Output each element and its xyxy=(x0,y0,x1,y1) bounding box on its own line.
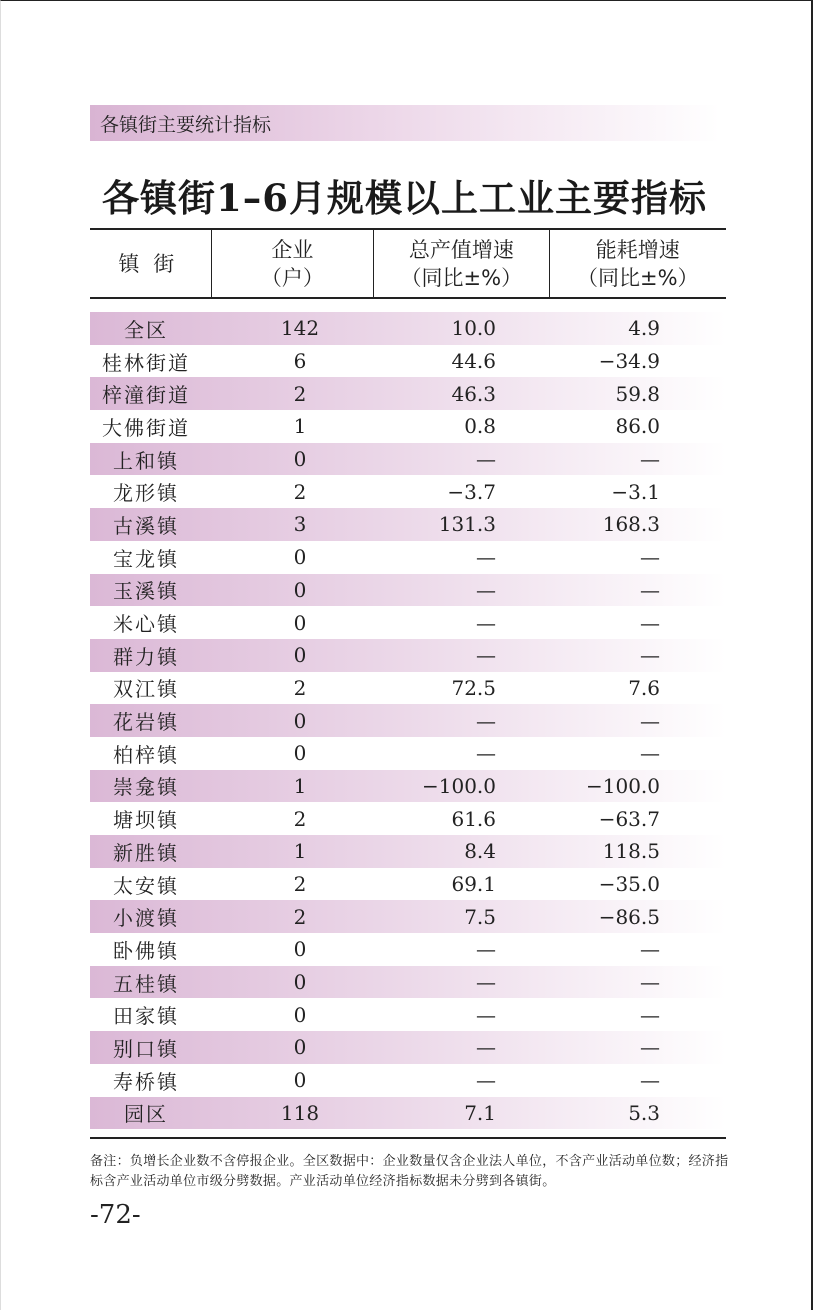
row-output-growth: 0.8 xyxy=(464,414,496,439)
row-energy-growth: −34.9 xyxy=(598,349,660,374)
table-row xyxy=(90,770,726,803)
row-name: 龙形镇 xyxy=(113,481,179,506)
row-enterprise-count: 0 xyxy=(293,1068,307,1093)
table-row xyxy=(90,998,726,1031)
row-enterprise-count: 0 xyxy=(293,447,307,472)
row-energy-growth: — xyxy=(640,643,660,668)
row-enterprise-count: 0 xyxy=(293,545,307,570)
row-output-growth: −3.7 xyxy=(447,479,496,504)
table-row xyxy=(90,475,726,508)
row-name: 五桂镇 xyxy=(113,971,179,996)
row-name: 桂林街道 xyxy=(102,350,190,375)
row-enterprise-count: 0 xyxy=(293,1035,307,1060)
row-energy-growth: — xyxy=(640,1068,660,1093)
row-energy-growth: — xyxy=(640,937,660,962)
row-name: 崇龛镇 xyxy=(113,775,179,800)
table-row xyxy=(90,900,726,933)
row-output-growth: 7.1 xyxy=(464,1100,496,1125)
row-enterprise-count: 2 xyxy=(293,872,307,897)
row-energy-growth: 118.5 xyxy=(602,839,660,864)
row-name: 小渡镇 xyxy=(113,906,179,931)
row-energy-growth: −3.1 xyxy=(611,479,660,504)
row-energy-growth: −63.7 xyxy=(598,806,660,831)
header-output-growth xyxy=(374,230,549,297)
row-enterprise-count: 0 xyxy=(293,937,307,962)
row-energy-growth: — xyxy=(640,545,660,570)
row-output-growth: — xyxy=(476,447,496,472)
row-energy-growth: −35.0 xyxy=(598,872,660,897)
row-enterprise-count: 0 xyxy=(293,970,307,995)
table-row xyxy=(90,835,726,868)
table-row xyxy=(90,639,726,672)
row-energy-growth: 5.3 xyxy=(628,1100,660,1125)
row-enterprise-count: 6 xyxy=(293,349,307,374)
row-energy-growth: 168.3 xyxy=(602,512,660,537)
row-output-growth: 44.6 xyxy=(451,349,496,374)
table-row xyxy=(90,868,726,901)
row-name: 双江镇 xyxy=(113,677,179,702)
row-enterprise-count: 2 xyxy=(293,904,307,929)
row-output-growth: 72.5 xyxy=(451,675,496,700)
row-name: 宝龙镇 xyxy=(113,546,179,571)
header-enterprises-line2: （户） xyxy=(260,265,324,290)
row-enterprise-count: 0 xyxy=(293,741,307,766)
table-header xyxy=(90,230,726,297)
header-energy-line2: （同比±%） xyxy=(577,265,699,290)
row-energy-growth: −100.0 xyxy=(585,773,660,798)
row-name: 古溪镇 xyxy=(113,513,179,538)
row-enterprise-count: 2 xyxy=(293,479,307,504)
header-energy-growth xyxy=(550,230,726,297)
table-row xyxy=(90,933,726,966)
row-enterprise-count: 0 xyxy=(293,708,307,733)
table-row xyxy=(90,966,726,999)
row-output-growth: — xyxy=(476,545,496,570)
table-row xyxy=(90,672,726,705)
row-name: 太安镇 xyxy=(113,873,179,898)
row-output-growth: 8.4 xyxy=(464,839,496,864)
row-enterprise-count: 2 xyxy=(293,675,307,700)
table-row xyxy=(90,541,726,574)
row-name: 塘坝镇 xyxy=(113,808,179,833)
row-energy-growth: 7.6 xyxy=(628,675,660,700)
table-row xyxy=(90,508,726,541)
table-row xyxy=(90,737,726,770)
row-output-growth: — xyxy=(476,937,496,962)
table-row xyxy=(90,802,726,835)
row-enterprise-count: 2 xyxy=(293,806,307,831)
table-title: 各镇街1–6月规模以上工业主要指标 xyxy=(102,176,707,220)
row-name: 米心镇 xyxy=(113,612,179,637)
row-output-growth: — xyxy=(476,741,496,766)
section-title: 各镇街主要统计指标 xyxy=(100,113,272,136)
row-energy-growth: — xyxy=(640,610,660,635)
header-output-line1: 总产值增速 xyxy=(408,237,514,262)
row-enterprise-count: 1 xyxy=(293,773,307,798)
row-name: 别口镇 xyxy=(113,1036,179,1061)
row-name: 全区 xyxy=(124,317,168,342)
row-output-growth: — xyxy=(476,643,496,668)
row-enterprise-count: 1 xyxy=(293,414,307,439)
row-name: 寿桥镇 xyxy=(113,1069,179,1094)
row-energy-growth: 86.0 xyxy=(615,414,660,439)
table-header-rule xyxy=(90,297,726,299)
row-enterprise-count: 0 xyxy=(293,1002,307,1027)
table-row xyxy=(90,1064,726,1097)
row-output-growth: — xyxy=(476,577,496,602)
row-name: 玉溪镇 xyxy=(113,579,179,604)
row-output-growth: — xyxy=(476,1002,496,1027)
table-row xyxy=(90,606,726,639)
header-town xyxy=(90,230,212,297)
table-row xyxy=(90,410,726,443)
row-output-growth: — xyxy=(476,708,496,733)
header-town-label: 镇街 xyxy=(118,251,189,276)
row-energy-growth: — xyxy=(640,970,660,995)
row-name: 园区 xyxy=(124,1102,168,1127)
table-row xyxy=(90,574,726,607)
table-row xyxy=(90,1031,726,1064)
row-enterprise-count: 3 xyxy=(293,512,307,537)
row-name: 柏梓镇 xyxy=(113,742,179,767)
page-number: -72- xyxy=(90,1200,141,1230)
row-name: 大佛街道 xyxy=(102,415,190,440)
table-row xyxy=(90,443,726,476)
table-row xyxy=(90,1097,726,1130)
row-enterprise-count: 0 xyxy=(293,643,307,668)
row-name: 上和镇 xyxy=(113,448,179,473)
row-name: 花岩镇 xyxy=(113,710,179,735)
row-enterprise-count: 0 xyxy=(293,610,307,635)
row-energy-growth: 59.8 xyxy=(615,381,660,406)
row-output-growth: 46.3 xyxy=(451,381,496,406)
row-enterprise-count: 0 xyxy=(293,577,307,602)
row-name: 田家镇 xyxy=(113,1004,179,1029)
row-enterprise-count: 1 xyxy=(293,839,307,864)
row-output-growth: 61.6 xyxy=(451,806,496,831)
row-enterprise-count: 2 xyxy=(293,381,307,406)
row-output-growth: −100.0 xyxy=(421,773,496,798)
header-enterprises xyxy=(212,230,374,297)
row-energy-growth: 4.9 xyxy=(628,316,660,341)
row-output-growth: 131.3 xyxy=(438,512,496,537)
header-enterprises-line1: 企业 xyxy=(271,237,314,262)
row-energy-growth: −86.5 xyxy=(598,904,660,929)
row-energy-growth: — xyxy=(640,447,660,472)
table-row xyxy=(90,312,726,345)
row-energy-growth: — xyxy=(640,1035,660,1060)
table-body xyxy=(90,312,726,1129)
row-output-growth: — xyxy=(476,970,496,995)
row-name: 梓潼街道 xyxy=(102,383,190,408)
row-output-growth: — xyxy=(476,1035,496,1060)
row-enterprise-count: 118 xyxy=(280,1100,320,1125)
row-output-growth: — xyxy=(476,610,496,635)
row-output-growth: 10.0 xyxy=(451,316,496,341)
row-energy-growth: — xyxy=(640,708,660,733)
row-name: 新胜镇 xyxy=(113,840,179,865)
row-output-growth: 69.1 xyxy=(451,872,496,897)
header-output-line2: （同比±%） xyxy=(400,265,523,290)
header-energy-line1: 能耗增速 xyxy=(595,237,680,262)
row-output-growth: 7.5 xyxy=(464,904,496,929)
section-banner xyxy=(90,105,720,141)
row-enterprise-count: 142 xyxy=(280,316,320,341)
row-energy-growth: — xyxy=(640,1002,660,1027)
table-row xyxy=(90,377,726,410)
table-bottom-rule xyxy=(90,1137,726,1139)
table-row xyxy=(90,345,726,378)
table-row xyxy=(90,704,726,737)
row-energy-growth: — xyxy=(640,741,660,766)
row-energy-growth: — xyxy=(640,577,660,602)
row-name: 卧佛镇 xyxy=(113,938,179,963)
row-name: 群力镇 xyxy=(113,644,179,669)
footnote: 备注：负增长企业数不含停报企业。全区数据中：企业数量仅含企业法人单位，不含产业活动单位数；经济指标含产业活动单位市级分劈数据。产业活动单位经济指标数据未分劈到各镇街。 xyxy=(90,1154,729,1189)
row-output-growth: — xyxy=(476,1068,496,1093)
